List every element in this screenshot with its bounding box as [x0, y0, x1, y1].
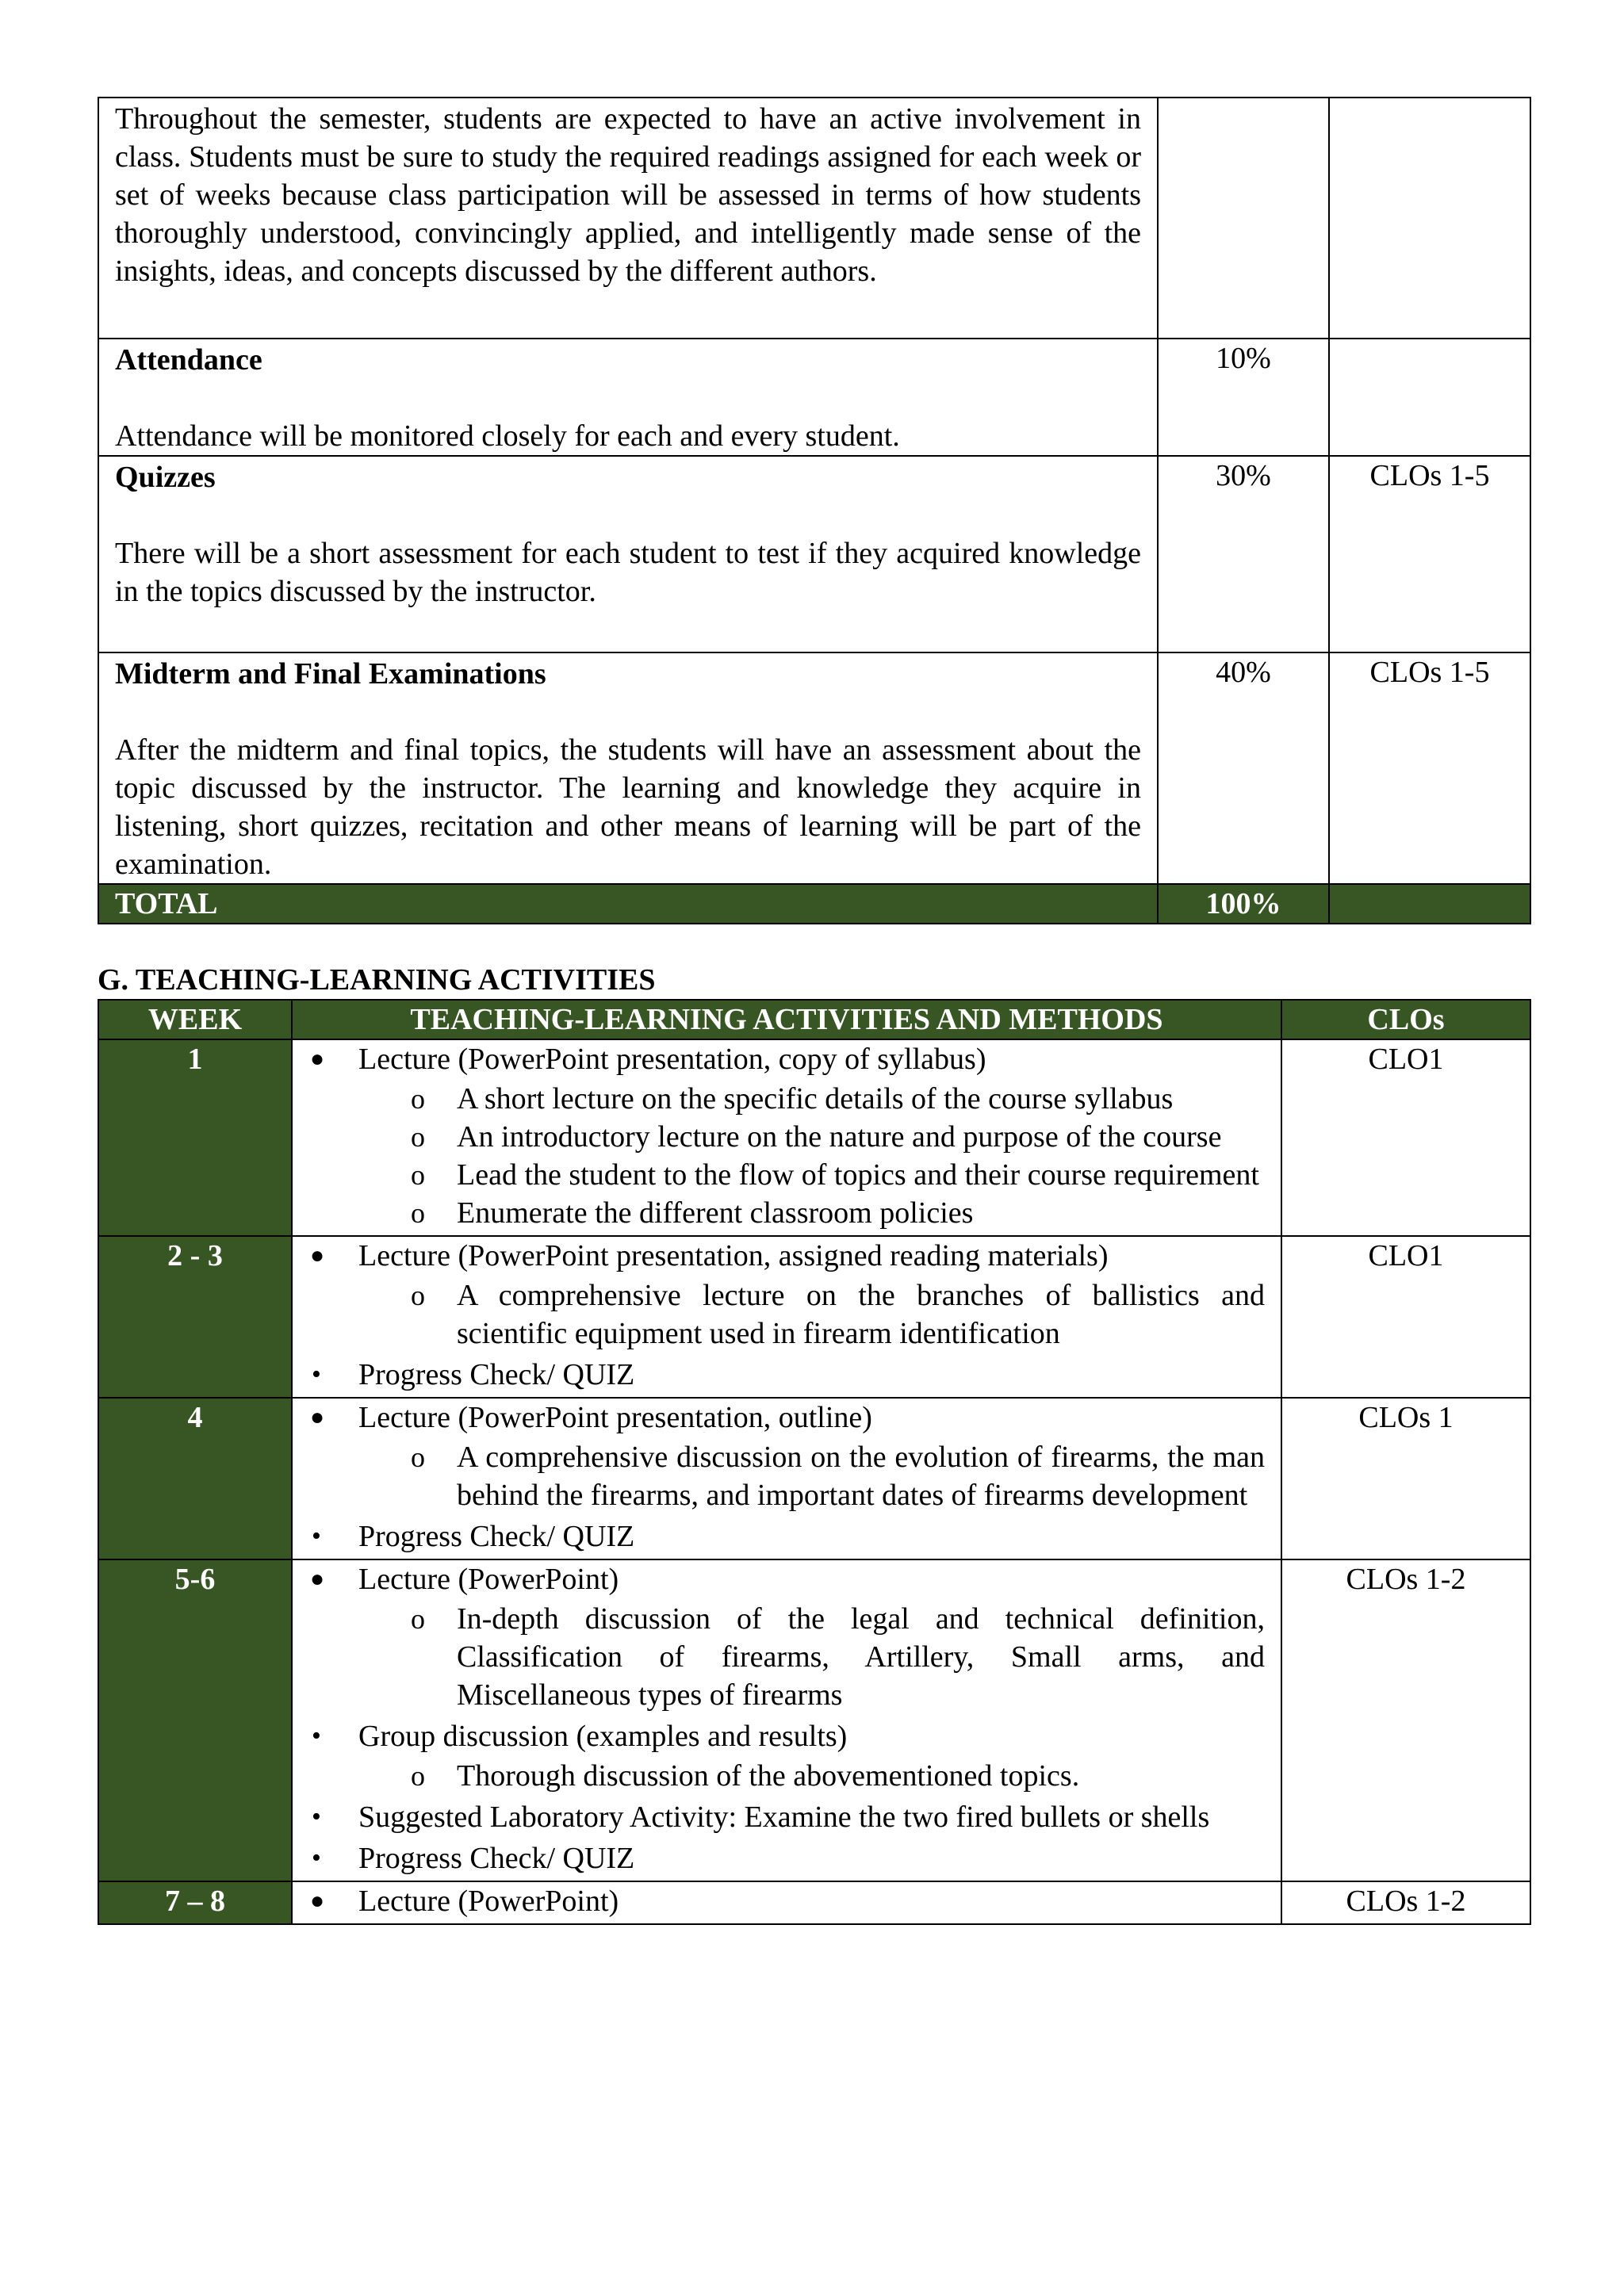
total-value: 100% [1158, 884, 1329, 924]
participation-description: Throughout the semester, students are expected to have an active involvement in class. Students must be sure to study the required readings assigned for each week or set of weeks because class participation will be assessed in terms of how students thoroughly understood, convincingly applied, and intelligently made sense of the insights, ideas, and concepts discussed by the different authors. [98, 98, 1158, 339]
attendance-clo [1329, 339, 1530, 456]
activities-cell [292, 1559, 1281, 1881]
header-week: WEEK [98, 1000, 292, 1039]
exams-weight: 40% [1158, 652, 1329, 884]
quizzes-title: Quizzes [115, 461, 216, 494]
week-cell: 2 - 3 [98, 1236, 292, 1398]
tla-header-row [98, 1000, 1530, 1039]
activity-text: Progress Check/ QUIZ [358, 1358, 635, 1391]
activity-item [293, 1717, 1265, 1795]
activity-text: Progress Check/ QUIZ [358, 1520, 635, 1553]
week-cell: 5-6 [98, 1559, 292, 1881]
activity-subitem: o Thorough discussion of the abovementioned topics. [358, 1757, 1265, 1795]
activity-text: Lecture (PowerPoint presentation, copy of syllabus) [358, 1043, 986, 1076]
activity-subitem: o Lead the student to the flow of topics and their course requirement [358, 1156, 1265, 1194]
exams-clo: CLOs 1-5 [1329, 652, 1530, 884]
activity-item [293, 1517, 1265, 1556]
exams-description: After the midterm and final topics, the students will have an assessment about the topic discussed by the instructor. The learning and knowledge they acquire in listening, short quizzes, recitation and other means of learning will be part of the examination. [115, 733, 1141, 881]
assessment-row-quizzes [98, 456, 1530, 652]
activity-item [293, 1399, 1265, 1514]
assessment-row-attendance [98, 339, 1530, 456]
teaching-learning-table [98, 999, 1531, 1925]
participation-clo [1329, 98, 1530, 339]
tla-row [98, 1559, 1530, 1881]
tla-row [98, 1398, 1530, 1559]
participation-weight [1158, 98, 1329, 339]
quizzes-clo: CLOs 1-5 [1329, 456, 1530, 652]
total-clo [1329, 884, 1530, 924]
tla-row [98, 1881, 1530, 1924]
attendance-weight: 10% [1158, 339, 1329, 456]
activity-item [293, 1798, 1265, 1836]
activities-cell [292, 1398, 1281, 1559]
activity-subitem: o In-depth discussion of the legal and technical definition, Classification of firearms, Artillery, Small arms, and Miscellaneous types of firearms [358, 1600, 1265, 1714]
clos-cell: CLOs 1-2 [1281, 1559, 1530, 1881]
header-clos: CLOs [1281, 1000, 1530, 1039]
week-cell: 7 – 8 [98, 1881, 292, 1924]
week-cell: 1 [98, 1039, 292, 1236]
activity-item [293, 1356, 1265, 1394]
activity-text: Lecture (PowerPoint presentation, assigned reading materials) [358, 1239, 1109, 1272]
activity-item [293, 1237, 1265, 1353]
activity-text: Group discussion (examples and results) [358, 1720, 848, 1753]
tla-row [98, 1236, 1530, 1398]
activity-item [293, 1882, 1265, 1920]
activity-subitem: o A short lecture on the specific details of the course syllabus [358, 1080, 1265, 1118]
clos-cell: CLO1 [1281, 1039, 1530, 1236]
activity-subitem: o An introductory lecture on the nature and purpose of the course [358, 1118, 1265, 1156]
clos-cell: CLOs 1-2 [1281, 1881, 1530, 1924]
assessment-row-participation [98, 98, 1530, 339]
activity-text: Lecture (PowerPoint) [358, 1885, 619, 1918]
activity-text: Progress Check/ QUIZ [358, 1842, 635, 1875]
assessment-table [98, 97, 1531, 924]
assessment-row-exams [98, 652, 1530, 884]
activity-subitem: o A comprehensive discussion on the evolution of firearms, the man behind the firearms, and important dates of firearms development [358, 1438, 1265, 1514]
activity-text: Lecture (PowerPoint presentation, outline) [358, 1401, 872, 1434]
tla-body [98, 1039, 1530, 1924]
activity-item [293, 1839, 1265, 1877]
header-activities: TEACHING-LEARNING ACTIVITIES AND METHODS [292, 1000, 1281, 1039]
exams-cell [98, 652, 1158, 884]
activities-cell [292, 1881, 1281, 1924]
attendance-description: Attendance will be monitored closely for each and every student. [115, 419, 900, 453]
quizzes-cell [98, 456, 1158, 652]
attendance-cell [98, 339, 1158, 456]
assessment-total-row [98, 884, 1530, 924]
week-cell: 4 [98, 1398, 292, 1559]
activity-item [293, 1040, 1265, 1232]
section-g-title: G. TEACHING-LEARNING ACTIVITIES [98, 963, 656, 997]
activity-text: Suggested Laboratory Activity: Examine the two fired bullets or shells [358, 1800, 1210, 1834]
attendance-title: Attendance [115, 343, 262, 377]
exams-title: Midterm and Final Examinations [115, 657, 546, 691]
activities-cell [292, 1236, 1281, 1398]
total-label: TOTAL [98, 884, 1158, 924]
clos-cell: CLO1 [1281, 1236, 1530, 1398]
activity-item [293, 1560, 1265, 1714]
activity-text: Lecture (PowerPoint) [358, 1563, 619, 1596]
clos-cell: CLOs 1 [1281, 1398, 1530, 1559]
document-page [98, 97, 1530, 1925]
quizzes-weight: 30% [1158, 456, 1329, 652]
activity-subitem: o Enumerate the different classroom policies [358, 1194, 1265, 1232]
activities-cell [292, 1039, 1281, 1236]
tla-row [98, 1039, 1530, 1236]
activity-subitem: o A comprehensive lecture on the branches of ballistics and scientific equipment used in firearm identification [358, 1276, 1265, 1353]
quizzes-description: There will be a short assessment for each student to test if they acquired knowledge in the topics discussed by the instructor. [115, 537, 1141, 608]
